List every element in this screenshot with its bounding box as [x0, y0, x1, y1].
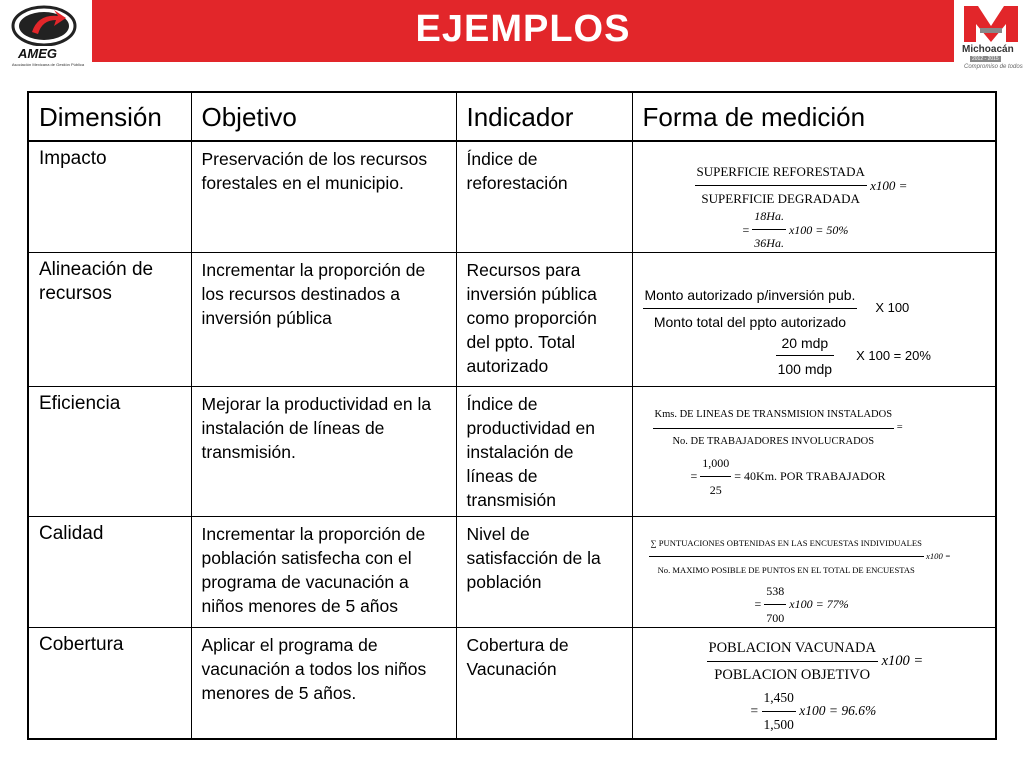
table-row [28, 252, 996, 386]
formula-lead: = [690, 469, 698, 483]
ameg-logo-subtext: Asociación Mexicana de Gestión Pública [11, 62, 85, 67]
formula-tail: x100 = 50% [788, 222, 849, 237]
objective-cell: Aplicar el programa de vacunación a todos los niños menores de 5 años. [191, 627, 456, 739]
dimension-cell: Impacto [28, 141, 191, 252]
formula-denominator: 36Ha. [754, 236, 784, 250]
formula-numerator: ∑ PUNTUACIONES OBTENIDAS EN LAS ENCUESTAS INDIVIDUALES [649, 531, 924, 557]
formula-cell [632, 141, 996, 252]
formula-cell [632, 252, 996, 386]
indicator-cell: Índice de productividad en instalación de líneas de transmisión [456, 386, 632, 516]
ameg-logo-text: AMEG [18, 46, 57, 61]
formula-tail: x100 = [926, 551, 951, 561]
formula-numerator: 18Ha. [752, 204, 786, 230]
formula-numerator: SUPERFICIE REFORESTADA [695, 160, 867, 186]
formula-denominator: Monto total del ppto autorizado [653, 313, 847, 330]
formula-numerator: 538 [764, 579, 786, 605]
formula-line-1 [707, 636, 924, 687]
formula-denominator: 700 [766, 610, 785, 625]
formula-lead: = [750, 703, 759, 718]
formula-line-2 [776, 331, 931, 381]
formula-tail: X 100 = 20% [856, 347, 931, 363]
column-header-measurement: Forma de medición [632, 92, 996, 141]
formula-numerator: 20 mdp [776, 331, 835, 356]
formula-lead: = [754, 597, 762, 611]
formula-line-1 [653, 403, 903, 454]
formula-cell [632, 516, 996, 627]
formula-numerator: Monto autorizado p/inversión pub. [643, 283, 858, 309]
dimension-cell: Eficiencia [28, 386, 191, 516]
formula-denominator: SUPERFICIE DEGRADADA [701, 191, 860, 206]
table-row [28, 386, 996, 516]
dimension-cell: Cobertura [28, 627, 191, 739]
formula-numerator: 1,450 [762, 686, 796, 712]
ameg-logo [4, 2, 88, 72]
formula-tail: = 40Km. POR TRABAJADOR [734, 469, 886, 483]
formula-line-1 [643, 283, 910, 334]
formula-denominator: 100 mdp [777, 360, 833, 377]
column-header-objective: Objetivo [191, 92, 456, 141]
michoacan-logo-years: 2012 - 2015 [972, 56, 999, 62]
formula-line-1 [649, 531, 951, 582]
formula-line-2 [751, 686, 877, 737]
formula-lead: = [742, 222, 750, 237]
dimension-cell: Calidad [28, 516, 191, 627]
table-row [28, 627, 996, 739]
formula-cell [632, 627, 996, 739]
page-title: EJEMPLOS [415, 8, 631, 50]
objective-cell: Mejorar la productividad en la instalación de líneas de transmisión. [191, 386, 456, 516]
formula-numerator: POBLACION VACUNADA [707, 636, 878, 662]
michoacan-logo-name: Michoacán [962, 44, 1014, 55]
formula-line-2 [743, 204, 849, 255]
examples-table [27, 91, 997, 740]
formula-tail: x100 = [870, 177, 908, 193]
michoacan-m-icon [958, 2, 1024, 44]
formula-denominator: 1,500 [763, 716, 794, 732]
objective-cell: Incrementar la proporción de los recursos destinados a inversión pública [191, 252, 456, 386]
formula-line-2 [691, 451, 886, 502]
indicator-cell: Nivel de satisfacción de la población [456, 516, 632, 627]
indicator-cell: Recursos para inversión pública como proporción del ppto. Total autorizado [456, 252, 632, 386]
formula-denominator: No. DE TRABAJADORES INVOLUCRADOS [672, 435, 875, 447]
formula-numerator: Kms. DE LINEAS DE TRANSMISION INSTALADOS [653, 403, 895, 429]
table-row [28, 141, 996, 252]
indicator-cell: Índice de reforestación [456, 141, 632, 252]
formula-tail: X 100 [875, 300, 910, 315]
objective-cell: Preservación de los recursos forestales en el municipio. [191, 141, 456, 252]
dimension-cell: Alineación de recursos [28, 252, 191, 386]
formula-denominator: 25 [709, 482, 722, 497]
indicator-cell: Cobertura de Vacunación [456, 627, 632, 739]
table-row [28, 516, 996, 627]
formula-tail: x100 = [881, 653, 924, 669]
objective-cell: Incrementar la proporción de población satisfecha con el programa de vacunación a niños menores de 5 años [191, 516, 456, 627]
ameg-emblem-icon [4, 2, 88, 46]
header-bar [92, 0, 954, 62]
formula-tail: x100 = 96.6% [799, 703, 877, 718]
formula-line-2 [755, 579, 849, 630]
table-header-row [28, 92, 996, 141]
formula-numerator: 1,000 [700, 451, 731, 477]
column-header-indicator: Indicador [456, 92, 632, 141]
formula-tail: x100 = 77% [789, 597, 849, 611]
formula-denominator: No. MAXIMO POSIBLE DE PUNTOS EN EL TOTAL DE ENCUESTAS [657, 564, 915, 575]
formula-denominator: POBLACION OBJETIVO [714, 666, 871, 683]
formula-cell [632, 386, 996, 516]
michoacan-logo-slogan: Compromiso de todos [964, 64, 1023, 70]
formula-tail: = [896, 422, 903, 433]
michoacan-logo [958, 2, 1024, 72]
column-header-dimension: Dimensión [28, 92, 191, 141]
